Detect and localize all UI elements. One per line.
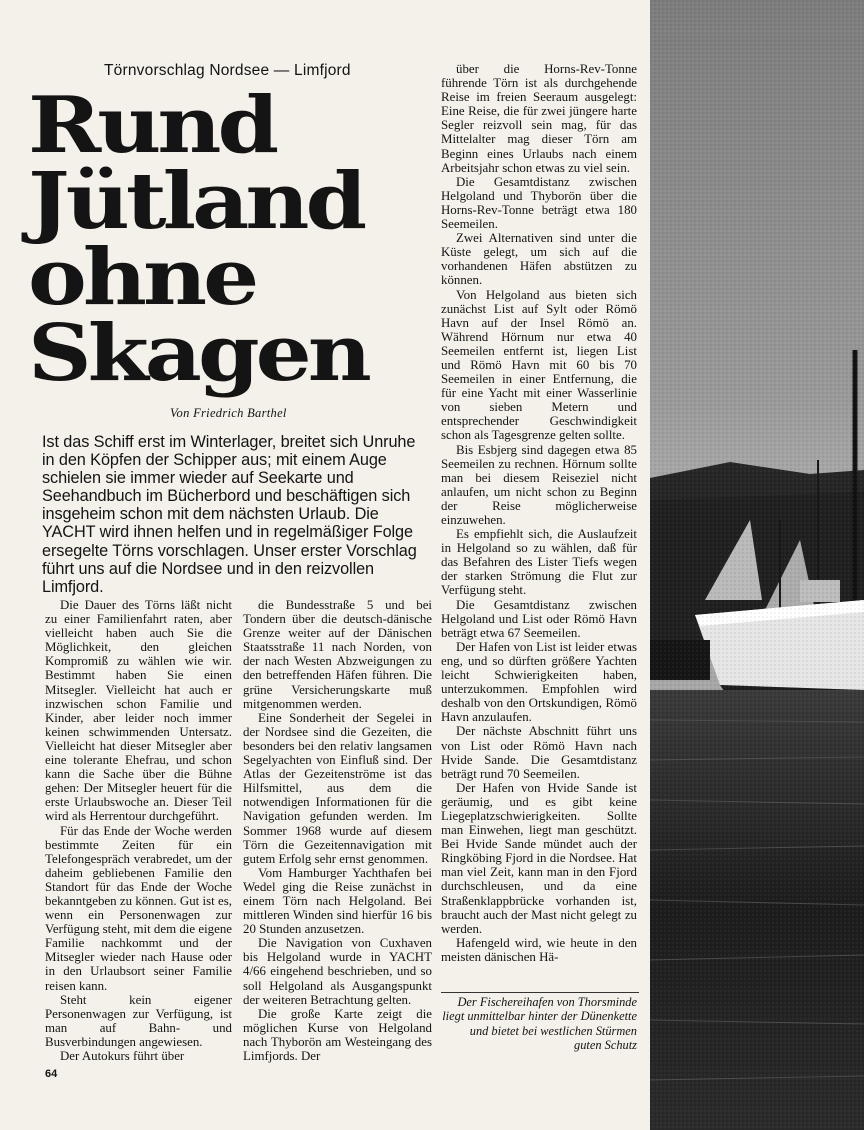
paragraph: Von Helgoland aus bieten sich zunächst List auf Sylt oder Römö Havn auf der Insel Römö an. Während Hörnum nur etwa 40 Seemeilen entfernt ist, liegen List und Römö Havn mit 60 bis 70 Seemeilen in einer Entfernung, die für eine Yacht mit einer Wasserlinie von sieben Metern und entsprechender Geschwindigkeit schon als Tagesgrenze gelten sollte. bbox=[441, 287, 637, 443]
paragraph: Es empfiehlt sich, die Auslaufzeit in Helgoland so zu wählen, daß für das Befahren des Lister Tiefs wegen der starken Strömung die Flut zur Verfügung steht. bbox=[441, 527, 637, 598]
paragraph: Die große Karte zeigt die möglichen Kurse von Helgoland nach Thyborön am Westeingang des Limfjords. Der bbox=[243, 1006, 432, 1063]
headline-line-1: Rund bbox=[28, 80, 276, 171]
paragraph: Die Dauer des Törns läßt nicht zu einer Familienfahrt raten, aber vielleicht haben auch Sie die Möglichkeit, den gleichen Kompromiß zu wählen wie wir. Bestimmt haben Sie einen Mitsegler. Vielleicht hat auch er inzwischen schon Familie und Kinder, aber leider noch immer keinen schwimmenden Untersatz. Vielleicht hat dieser Mitsegler aber eine tolerante Ehefrau, und schon kann die Sache über die Bühne gehen: Der Mitsegler heuert für die erste Urlaubswoche an. Dieser Teil wird als Herrentour durchgeführt. bbox=[45, 598, 232, 824]
body-column-3 bbox=[441, 62, 637, 964]
paragraph: Bis Esbjerg sind dagegen etwa 85 Seemeilen zu rechnen. Hörnum sollte man bei diesem Reiseziel nicht anlaufen, um nicht schon zu Beginn der Reise möglicherweise einzuwehen. bbox=[441, 442, 637, 527]
page-number: 64 bbox=[45, 1068, 58, 1080]
paragraph: Die Gesamtdistanz zwischen Helgoland und List oder Römö Havn beträgt etwa 67 Seemeilen. bbox=[441, 597, 637, 640]
paragraph: Die Navigation von Cuxhaven bis Helgoland wurde in YACHT 4/66 eingehend beschrieben, und so soll Helgoland als Ausgangspunkt der weiteren Betrachtung gelten. bbox=[243, 936, 432, 1007]
paragraph: Zwei Alternativen sind unter die Küste gelegt, um sich auf die vorhandenen Häfen abstützen zu können. bbox=[441, 231, 637, 288]
paragraph: Für das Ende der Woche werden bestimmte Zeiten für ein Telefongespräch verabredet, um der daheim gebliebenen Familie den Standort für das Ende der Woche bekanntgeben zu können. Gut ist es, wenn ein Personenwagen zur Verfügung steht, mit dem die eigene Familie nachkommt und der Mitsegler wieder nach Hause oder in den Urlaubsort seiner Familie reisen kann. bbox=[45, 823, 232, 993]
author-byline: Von Friedrich Barthel bbox=[170, 406, 287, 420]
paragraph: Steht kein eigener Personenwagen zur Verfügung, ist man auf Bahn- und Busverbindungen angewiesen. bbox=[45, 992, 232, 1049]
paragraph: Eine Sonderheit der Segelei in der Nordsee sind die Gezeiten, die besonders bei den relativ langsamen Segelyachten von Einfluß sind. Der Atlas der Gezeitenströme ist das Hilfsmittel, aus dem die notwendigen Informationen für die Navigation gefunden werden. Im Sommer 1968 wurde auf diesem Törn die Gezeitennavigation mit gutem Erfolg sehr ernst genommen. bbox=[243, 710, 432, 866]
caption-rule bbox=[441, 992, 639, 993]
paragraph: Der Hafen von List ist leider etwas eng, und so dürften größere Yachten leicht Schwierigkeiten haben, unterzukommen. Empfohlen wird deshalb von den Ortskundigen, Römö Havn anzulaufen. bbox=[441, 639, 637, 725]
paragraph: über die Horns-Rev-Tonne führende Törn ist als durchgehende Reise im freien Seeraum ausgelegt: Eine Reise, die für zwei jüngere harte Segler reizvoll sein mag, für das Mittelalter mag dieser Törn am Beginn eines Urlaubs nach einem Arbeitsjahr schon etwas zu viel sein. bbox=[441, 62, 637, 175]
paragraph: Der Hafen von Hvide Sande ist geräumig, und es gibt keine Liegeplatzschwierigkeiten. Sollte man Einwehen, liegt man geschützt. Bei Hvide Sande mündet auch der Ringköbing Fjord in die Nordsee. Hat man viel Zeit, kann man in den Fjord durchschleusen, und da eine Straßenklappbrücke vorhanden ist, braucht auch der Mast nicht gelegt zu werden. bbox=[441, 780, 637, 936]
body-column-1 bbox=[45, 598, 232, 1063]
lead-paragraph: Ist das Schiff erst im Winterlager, breitet sich Unruhe in den Köpfen der Schipper aus; mit einem Auge schielen sie immer wieder auf Seekarte und Seehandbuch im Bücherbord und beschäftigen sich insgeheim schon mit dem nächsten Urlaub. Die YACHT wird ihnen helfen und in regelmäßiger Folge ersegelte Törns vorschlagen. Unser erster Vorschlag führt uns auf die Nordsee und in den reizvollen Limfjord. bbox=[42, 433, 417, 596]
headline-line-4: Skagen bbox=[28, 308, 368, 399]
body-column-2 bbox=[243, 598, 432, 1063]
headline bbox=[28, 80, 480, 399]
paragraph: die Bundesstraße 5 und bei Tondern über die deutsch-dänische Grenze weiter auf der Dänischen Staatsstraße 11 nach Norden, von der nach Westen Abzweigungen zu den betreffenden Häfen führen. Die grüne Versicherungskarte muß mitgenommen werden. bbox=[243, 598, 432, 711]
paragraph: Der nächste Abschnitt führt uns von List oder Römö Havn nach Hvide Sande. Die Gesamtdistanz beträgt rund 70 Seemeilen. bbox=[441, 724, 637, 781]
paragraph: Vom Hamburger Yachthafen bei Wedel ging die Reise zunächst in einem Törn nach Helgoland. Bei mittleren Winden sind hierfür 16 bis 20 Stunden anzusetzen. bbox=[243, 865, 432, 937]
photo-caption: Der Fischereihafen von Thorsminde liegt unmittelbar hinter der Dünenkette und bietet bei westlichen Stürmen guten Schutz bbox=[442, 995, 637, 1052]
paragraph: Die Gesamtdistanz zwischen Helgoland und Thyborön über die Horns-Rev-Tonne beträgt etwa 180 Seemeilen. bbox=[441, 174, 637, 232]
headline-line-2: Jütland bbox=[28, 156, 364, 247]
section-kicker: Törnvorschlag Nordsee — Limfjord bbox=[104, 62, 351, 79]
harbor-photo bbox=[650, 0, 864, 1130]
paragraph: Hafengeld wird, wie heute in den meisten dänischen Hä- bbox=[441, 935, 637, 964]
paragraph: Der Autokurs führt über bbox=[60, 1049, 185, 1063]
headline-line-3: ohne bbox=[28, 232, 256, 323]
